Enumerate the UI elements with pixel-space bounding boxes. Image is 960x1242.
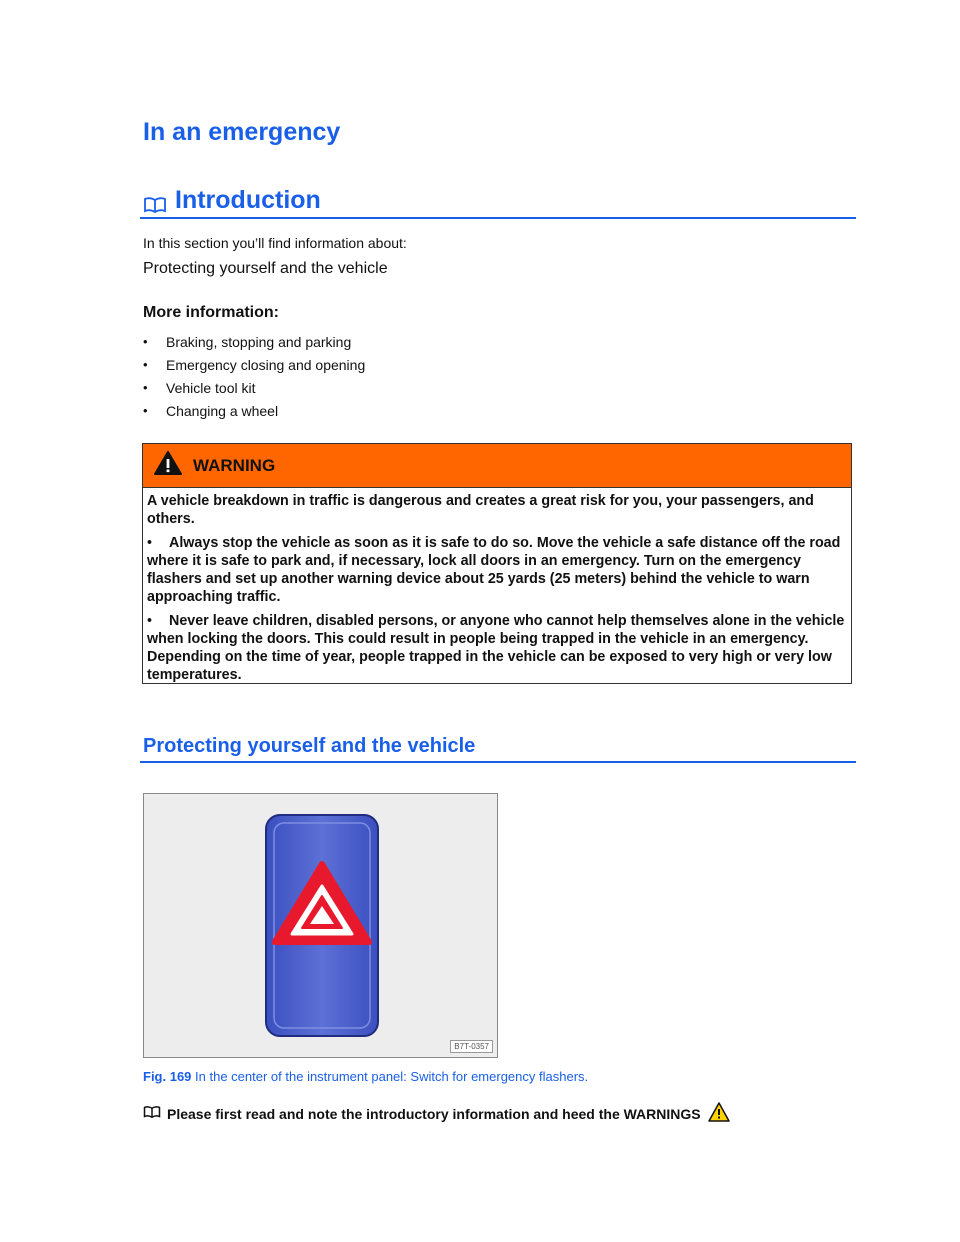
figure-hazard-switch bbox=[143, 793, 498, 1058]
warning-header bbox=[143, 444, 851, 488]
figure-caption-label: Fig. 169 bbox=[143, 1069, 192, 1084]
warning-paragraph: A vehicle breakdown in traffic is dangerous and creates a great risk for you, your passengers, and others. bbox=[147, 493, 814, 527]
divider bbox=[140, 217, 856, 219]
warning-box bbox=[142, 443, 852, 684]
section-title-label: Introduction bbox=[175, 186, 321, 214]
warning-triangle-icon[interactable] bbox=[707, 1101, 731, 1126]
warning-body bbox=[143, 488, 851, 684]
read-warnings-note bbox=[143, 1101, 731, 1126]
book-icon bbox=[143, 1105, 161, 1122]
list-item[interactable] bbox=[143, 399, 365, 422]
list-item[interactable] bbox=[143, 330, 365, 353]
figure-code: B7T-0357 bbox=[450, 1040, 493, 1053]
bullet: • bbox=[147, 535, 153, 551]
figure-caption-text: In the center of the instrument panel: Switch for emergency flashers. bbox=[195, 1069, 589, 1084]
warning-paragraph bbox=[147, 534, 845, 606]
bullet: • bbox=[147, 613, 153, 629]
list-item[interactable] bbox=[143, 353, 365, 376]
list-item[interactable] bbox=[143, 376, 365, 399]
hazard-button-icon bbox=[144, 794, 497, 1057]
figure-caption bbox=[143, 1069, 588, 1084]
page-title: In an emergency bbox=[143, 118, 341, 146]
list-item-label: Vehicle tool kit bbox=[166, 379, 256, 396]
section-title-protecting: Protecting yourself and the vehicle bbox=[143, 735, 476, 757]
bullet: • bbox=[143, 357, 148, 372]
list-item-label: Emergency closing and opening bbox=[166, 356, 366, 373]
list-item-label: Braking, stopping and parking bbox=[166, 333, 352, 350]
intro-text: In this section you’ll find information about: bbox=[143, 235, 407, 251]
list-item-label: Changing a wheel bbox=[166, 402, 279, 419]
note-text: Please first read and note the introductory information and heed the WARNINGS bbox=[167, 1105, 701, 1122]
divider bbox=[140, 761, 856, 763]
bullet: • bbox=[143, 334, 148, 349]
warning-paragraph bbox=[147, 612, 845, 684]
topic-link[interactable]: Protecting yourself and the vehicle bbox=[143, 260, 388, 277]
bullet: • bbox=[143, 403, 148, 418]
warning-triangle-icon bbox=[153, 450, 183, 481]
more-info-label: More information: bbox=[143, 304, 279, 321]
warning-bullet-text: Never leave children, disabled persons, or anyone who cannot help themselves alone in the vehicle when locking the doors. This could result in people being trapped in the vehicle in an emergency. Depending on the time of year, people trapped in the vehicle can be exposed to very high or very low temperatures. bbox=[147, 613, 845, 683]
bullet: • bbox=[143, 380, 148, 395]
warning-title: WARNING bbox=[193, 455, 276, 475]
warning-bullet-text: Always stop the vehicle as soon as it is safe to do so. Move the vehicle a safe distance off the road where it is safe to park and, if necessary, lock all doors in an emergency. Turn on the emergency flashers and set up another warning device about 25 yards (25 meters) behind the vehicle to warn approaching traffic. bbox=[147, 535, 841, 605]
book-icon bbox=[143, 192, 167, 210]
section-title-introduction bbox=[143, 186, 321, 215]
more-info-list bbox=[143, 330, 365, 422]
